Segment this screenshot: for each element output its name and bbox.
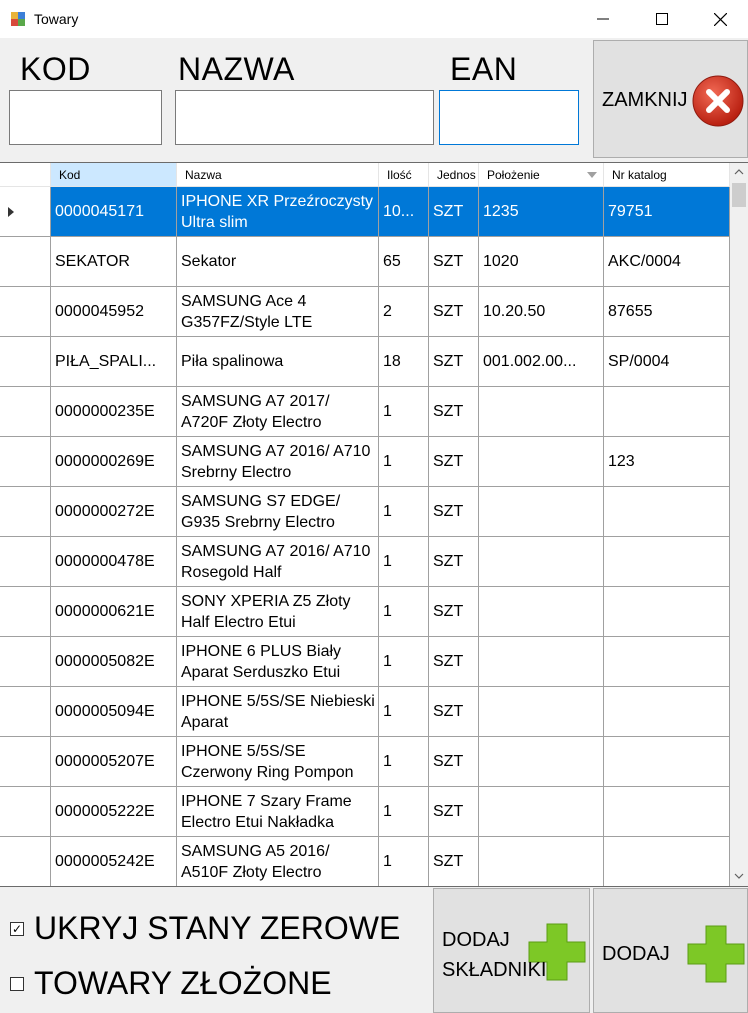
cell-jednostka[interactable]: SZT — [429, 487, 479, 537]
cell-polozenie[interactable] — [479, 487, 604, 537]
cell-jednostka[interactable]: SZT — [429, 337, 479, 387]
row-header[interactable] — [0, 787, 51, 837]
towary-zlozone-checkbox[interactable] — [10, 965, 332, 1002]
cell-ilosc[interactable]: 1 — [379, 487, 429, 537]
check-icon: ✓ — [11, 921, 23, 936]
cell-polozenie[interactable]: 10.20.50 — [479, 287, 604, 337]
current-row-icon — [8, 207, 14, 217]
cell-polozenie[interactable] — [479, 387, 604, 437]
cell-jednostka[interactable]: SZT — [429, 637, 479, 687]
cell-nazwa[interactable]: SAMSUNG A5 2016/ A510F Złoty Electro — [177, 837, 379, 887]
cell-nr-katalog[interactable] — [604, 787, 730, 837]
cell-nr-katalog[interactable] — [604, 687, 730, 737]
table-row[interactable] — [0, 437, 730, 487]
polozenie-header-label: Położenie — [487, 168, 540, 182]
cell-ilosc[interactable]: 1 — [379, 587, 429, 637]
cell-nr-katalog[interactable]: AKC/0004 — [604, 237, 730, 287]
zamknij-label: ZAMKNIJ — [602, 89, 688, 111]
row-header[interactable] — [0, 487, 51, 537]
row-header[interactable] — [0, 337, 51, 387]
table-row[interactable] — [0, 387, 730, 437]
cell-nazwa[interactable]: IPHONE 7 Szary Frame Electro Etui Nakładka — [177, 787, 379, 837]
cell-nazwa[interactable]: SAMSUNG A7 2016/ A710 Rosegold Half — [177, 537, 379, 587]
cell-polozenie[interactable]: 1020 — [479, 237, 604, 287]
cell-kod[interactable]: 0000005094E — [51, 687, 177, 737]
cell-jednostka[interactable]: SZT — [429, 187, 479, 237]
cell-nr-katalog[interactable] — [604, 837, 730, 887]
cell-nazwa[interactable]: IPHONE 5/5S/SE Czerwony Ring Pompon — [177, 737, 379, 787]
cell-kod[interactable]: 0000045952 — [51, 287, 177, 337]
cell-nazwa[interactable]: IPHONE 6 PLUS Biały Aparat Serduszko Etui — [177, 637, 379, 687]
cell-kod[interactable]: 0000005242E — [51, 837, 177, 887]
cell-ilosc[interactable]: 1 — [379, 637, 429, 687]
cell-kod[interactable]: SEKATOR — [51, 237, 177, 287]
ukryj-stany-zerowe-checkbox[interactable] — [10, 910, 400, 947]
cell-nazwa[interactable]: SAMSUNG A7 2017/ A720F Złoty Electro — [177, 387, 379, 437]
dodaj-skladniki-line2: SKŁADNIKI — [442, 959, 547, 981]
dodaj-label: DODAJ — [602, 943, 670, 965]
checkbox-box[interactable] — [10, 977, 24, 991]
table-row[interactable] — [0, 587, 730, 637]
table-row[interactable] — [0, 637, 730, 687]
table-row[interactable] — [0, 687, 730, 737]
row-header[interactable] — [0, 687, 51, 737]
dodaj-button[interactable] — [593, 888, 748, 1013]
column-header-nazwa[interactable]: Nazwa — [177, 163, 379, 187]
column-header-kod[interactable]: Kod — [51, 163, 177, 187]
table-row[interactable] — [0, 537, 730, 587]
cell-jednostka[interactable]: SZT — [429, 737, 479, 787]
cell-ilosc[interactable]: 1 — [379, 787, 429, 837]
checkbox-box[interactable] — [10, 922, 24, 936]
cell-nr-katalog[interactable]: SP/0004 — [604, 337, 730, 387]
kod-label: KOD — [20, 51, 91, 87]
cell-polozenie[interactable] — [479, 837, 604, 887]
vertical-scrollbar[interactable] — [730, 163, 748, 886]
cell-nazwa[interactable]: SONY XPERIA Z5 Złoty Half Electro Etui — [177, 587, 379, 637]
cell-jednostka[interactable]: SZT — [429, 837, 479, 887]
row-header-corner — [0, 163, 51, 187]
cell-polozenie[interactable] — [479, 687, 604, 737]
products-grid[interactable] — [0, 162, 748, 887]
column-header-jednostka[interactable]: Jednos — [429, 163, 479, 187]
dodaj-skladniki-line1: DODAJ — [442, 929, 510, 951]
cell-polozenie[interactable] — [479, 437, 604, 487]
app-icon — [10, 11, 26, 27]
row-header[interactable] — [0, 387, 51, 437]
towary-zlozone-label: TOWARY ZŁOŻONE — [34, 965, 332, 1001]
cell-kod[interactable]: 0000000235E — [51, 387, 177, 437]
title-bar — [0, 0, 748, 38]
table-row[interactable] — [0, 337, 730, 387]
cell-nr-katalog[interactable] — [604, 387, 730, 437]
row-header[interactable] — [0, 837, 51, 887]
cell-ilosc[interactable]: 2 — [379, 287, 429, 337]
cell-nazwa[interactable]: SAMSUNG A7 2016/ A710 Srebrny Electro — [177, 437, 379, 487]
cell-polozenie[interactable] — [479, 587, 604, 637]
row-header[interactable] — [0, 587, 51, 637]
cell-jednostka[interactable]: SZT — [429, 287, 479, 337]
cell-nr-katalog[interactable] — [604, 737, 730, 787]
cell-kod[interactable]: 0000005207E — [51, 737, 177, 787]
cell-nazwa[interactable]: Sekator — [177, 237, 379, 287]
table-row[interactable] — [0, 487, 730, 537]
cell-kod[interactable]: 0000005082E — [51, 637, 177, 687]
cell-kod[interactable]: PIŁA_SPALI... — [51, 337, 177, 387]
row-header[interactable] — [0, 437, 51, 487]
ukryj-stany-zerowe-label: UKRYJ STANY ZEROWE — [34, 910, 401, 946]
column-header-ilosc[interactable]: Ilość — [379, 163, 429, 187]
cell-nr-katalog[interactable] — [604, 637, 730, 687]
row-header[interactable] — [0, 537, 51, 587]
cell-jednostka[interactable]: SZT — [429, 387, 479, 437]
cell-nr-katalog[interactable] — [604, 487, 730, 537]
cell-kod[interactable]: 0000045171 — [51, 187, 177, 237]
table-row[interactable] — [0, 287, 730, 337]
close-button[interactable] — [692, 0, 748, 38]
row-header[interactable] — [0, 187, 51, 237]
cell-nazwa[interactable]: IPHONE 5/5S/SE Niebieski Aparat — [177, 687, 379, 737]
cell-nr-katalog[interactable]: 87655 — [604, 287, 730, 337]
zamknij-button[interactable] — [593, 40, 748, 158]
cell-nazwa[interactable]: IPHONE XR Przeźroczysty Ultra slim — [177, 187, 379, 237]
cell-nr-katalog[interactable] — [604, 537, 730, 587]
ean-input[interactable] — [439, 90, 579, 145]
cell-jednostka[interactable]: SZT — [429, 687, 479, 737]
cell-nazwa[interactable]: SAMSUNG S7 EDGE/ G935 Srebrny Electro — [177, 487, 379, 537]
cell-nazwa[interactable]: Piła spalinowa — [177, 337, 379, 387]
column-header-polozenie[interactable] — [479, 163, 604, 187]
cell-jednostka[interactable]: SZT — [429, 437, 479, 487]
cell-polozenie[interactable]: 1235 — [479, 187, 604, 237]
cell-polozenie[interactable] — [479, 637, 604, 687]
column-header-nr-katalog[interactable]: Nr katalog — [604, 163, 730, 187]
cell-polozenie[interactable] — [479, 737, 604, 787]
cell-nazwa[interactable]: SAMSUNG Ace 4 G357FZ/Style LTE — [177, 287, 379, 337]
cell-ilosc[interactable]: 1 — [379, 737, 429, 787]
cell-kod[interactable]: 0000000478E — [51, 537, 177, 587]
row-header[interactable] — [0, 737, 51, 787]
cell-kod[interactable]: 0000000272E — [51, 487, 177, 537]
scroll-up-icon[interactable] — [734, 169, 744, 175]
scroll-down-icon[interactable] — [734, 873, 744, 879]
cell-jednostka[interactable]: SZT — [429, 537, 479, 587]
cell-nr-katalog[interactable] — [604, 587, 730, 637]
minimize-button[interactable] — [574, 0, 632, 38]
nazwa-label: NAZWA — [178, 51, 295, 87]
cell-ilosc[interactable]: 1 — [379, 387, 429, 437]
window-title: Towary — [34, 11, 79, 27]
nazwa-input[interactable] — [175, 90, 434, 145]
maximize-button[interactable] — [633, 0, 691, 38]
grid-header — [0, 163, 730, 187]
cell-ilosc[interactable]: 10... — [379, 187, 429, 237]
dodaj-skladniki-button[interactable] — [433, 888, 590, 1013]
cell-kod[interactable]: 0000005222E — [51, 787, 177, 837]
cell-ilosc[interactable]: 1 — [379, 837, 429, 887]
row-header[interactable] — [0, 287, 51, 337]
cell-polozenie[interactable] — [479, 787, 604, 837]
cell-jednostka[interactable]: SZT — [429, 587, 479, 637]
cell-ilosc[interactable]: 18 — [379, 337, 429, 387]
minimize-icon — [597, 13, 609, 25]
cell-jednostka[interactable]: SZT — [429, 787, 479, 837]
cell-polozenie[interactable] — [479, 537, 604, 587]
cell-kod[interactable]: 0000000269E — [51, 437, 177, 487]
close-icon — [714, 13, 727, 26]
row-header[interactable] — [0, 237, 51, 287]
table-row[interactable] — [0, 187, 730, 237]
cell-ilosc[interactable]: 1 — [379, 687, 429, 737]
cell-nr-katalog[interactable]: 123 — [604, 437, 730, 487]
cell-kod[interactable]: 0000000621E — [51, 587, 177, 637]
cell-ilosc[interactable]: 1 — [379, 537, 429, 587]
ean-label: EAN — [450, 51, 518, 87]
table-row[interactable] — [0, 737, 730, 787]
row-header[interactable] — [0, 637, 51, 687]
cell-jednostka[interactable]: SZT — [429, 237, 479, 287]
cell-ilosc[interactable]: 65 — [379, 237, 429, 287]
maximize-icon — [656, 13, 668, 25]
cell-ilosc[interactable]: 1 — [379, 437, 429, 487]
table-row[interactable] — [0, 237, 730, 287]
scrollbar-thumb[interactable] — [732, 183, 746, 207]
cell-polozenie[interactable]: 001.002.00... — [479, 337, 604, 387]
plus-icon — [686, 924, 746, 984]
cell-nr-katalog[interactable]: 79751 — [604, 187, 730, 237]
table-row[interactable] — [0, 837, 730, 887]
table-row[interactable] — [0, 787, 730, 837]
sort-down-icon — [587, 172, 597, 178]
close-red-icon — [691, 74, 745, 128]
kod-input[interactable] — [9, 90, 162, 145]
